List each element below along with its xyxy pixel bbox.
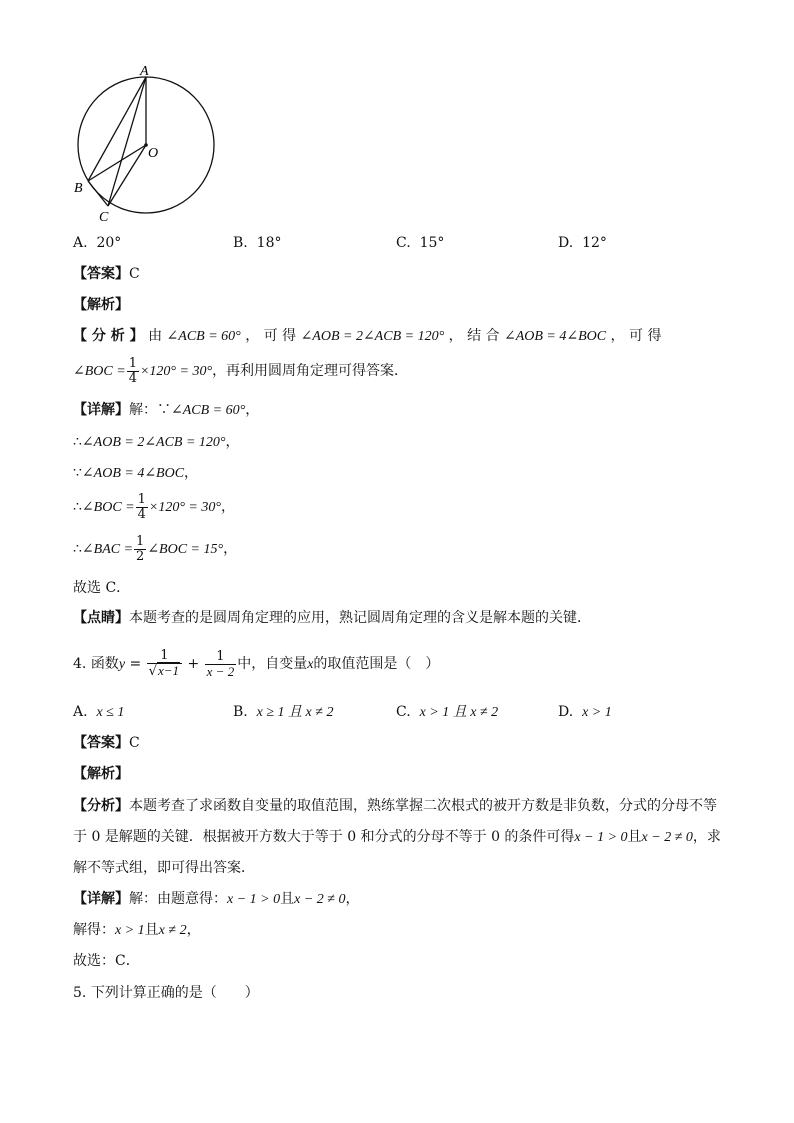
q3-detail-line3: ∵∠AOB = 4∠BOC， [73,465,199,481]
q4-detail-end: 故选：C． [73,953,140,969]
q3-analysis-line2: ∠BOC = $\frac{1}{4}$ ×120° = 30°，再利用圆周角定理可得答案． [73,355,409,386]
q3-answer: 【答案】C [73,266,140,282]
q3-analysis-line1: 【 分 析 】 由 ∠ACB = 60° ， 可 得 ∠AOB = 2∠ACB = 120° ， 结 合 ∠AOB = 4∠BOC ， 可 得 [73,328,662,344]
fraction: $\frac{1}{4}$ [128,355,137,386]
q3-option-a: A. 20° [73,235,122,251]
label-b: B [74,181,83,196]
segment-ac [108,77,146,206]
answer-tag: 【答案】 [73,266,129,282]
circle-figure [60,55,230,230]
q4-detail-line2: 解得：x > 1且x ≠ 2， [73,922,201,938]
q4-stem: 4. 函数y = $\frac{1}{√x-1}$ + $\frac{1}{x - 2}$ 中，自变量x的取值范围是（ ） [73,648,440,679]
segment-ab [88,77,146,181]
q3-option-b: B. 18° [233,235,282,251]
fraction-2: $\frac{1}{x - 2}$ [206,648,235,679]
q3-detail-end: 故选 C． [73,580,131,596]
fraction: $\frac{1}{4}$ [137,491,146,522]
label-o: O [148,146,159,161]
q3-option-c: C. 15° [396,235,445,251]
segment-oc [108,145,146,206]
q4-option-d: D. x > 1 [558,704,612,720]
q4-analysis-line3: 解不等式组，即可得出答案． [73,860,255,876]
q3-detail-line2: ∴∠AOB = 2∠ACB = 120°， [73,434,240,450]
segment-bc [88,181,108,206]
q3-comment: 【点睛】本题考查的是圆周角定理的应用，熟记圆周角定理的含义是解本题的关键． [73,610,591,626]
q4-jiexi-tag: 【解析】 [73,766,129,782]
q4-answer: 【答案】C [73,735,140,751]
q5-stem: 5. 下列计算正确的是（ ） [73,985,259,1001]
q3-jiexi-tag: 【解析】 [73,297,129,313]
q4-analysis-line1: 【分析】本题考查了求函数自变量的取值范围，熟练掌握二次根式的被开方数是非负数，分式的分母不等 [73,798,717,814]
q3-option-d: D. 12° [558,235,607,251]
label-a: A [140,64,149,79]
q3-detail-line4: ∴∠BOC = $\frac{1}{4}$ ×120° = 30°， [73,491,235,522]
fraction-1: $\frac{1}{√x-1}$ [147,649,182,679]
q4-option-c: C. x > 1 且 x ≠ 2 [396,704,499,720]
q4-analysis-line2: 于 0 是解题的关键．根据被开方数大于等于 0 和分式的分母不等于 0 的条件可得x − 1 > 0且x − 2 ≠ 0，求 [73,829,721,845]
q3-detail-line1: 【详解】解：∵∠ACB = 60°， [73,402,260,418]
fraction: $\frac{1}{2}$ [136,533,145,564]
q4-option-b: B. x ≥ 1 且 x ≠ 2 [233,704,334,720]
q4-detail-line1: 【详解】解：由题意得：x − 1 > 0且x − 2 ≠ 0， [73,891,360,907]
label-c: C [99,210,109,225]
q3-detail-line5: ∴∠BAC = $\frac{1}{2}$ ∠BOC = 15°， [73,533,238,564]
q4-option-a: A. x ≤ 1 [73,704,125,720]
